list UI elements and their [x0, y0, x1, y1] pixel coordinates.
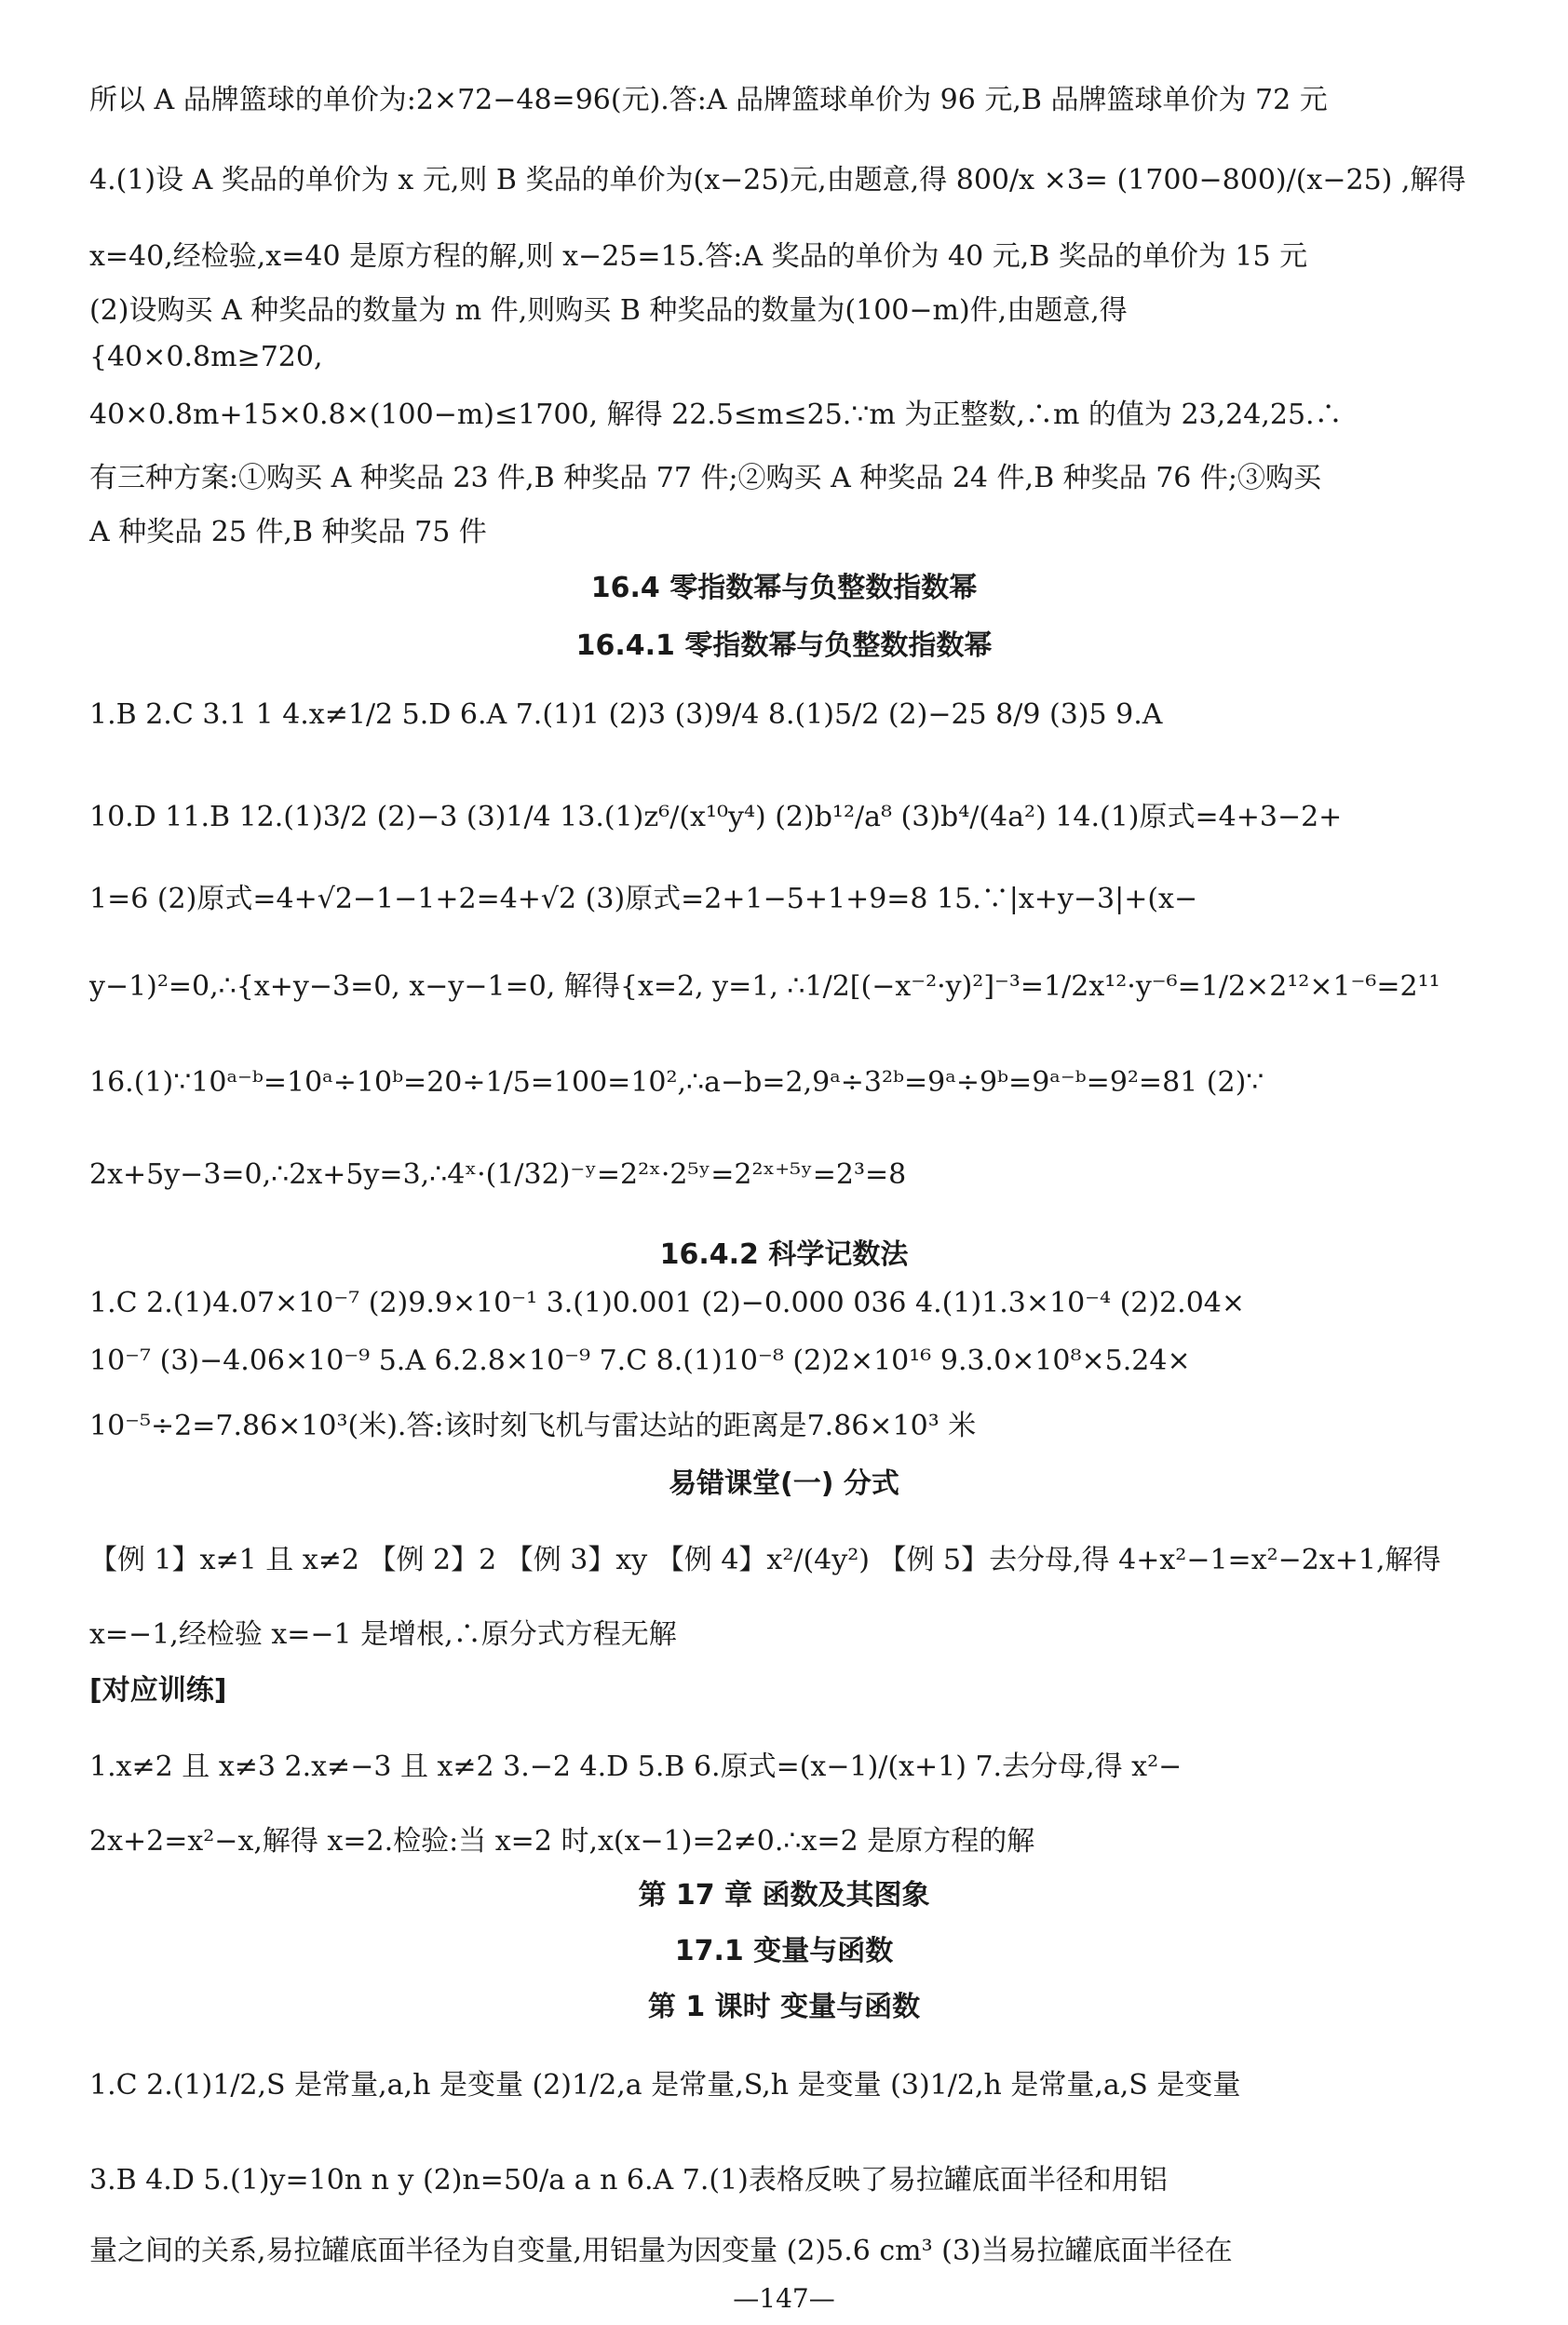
text-line: 有三种方案:①购买 A 种奖品 23 件,B 种奖品 77 件;②购买 A 种奖品 24 件,B 种奖品 76 件;③购买 — [89, 462, 1322, 494]
text-line: 4.(1)设 A 奖品的单价为 x 元,则 B 奖品的单价为(x−25)元,由题意,得 800/x ×3= (1700−800)/(x−25) ,解得 — [89, 164, 1467, 196]
text-line: 2x+2=x²−x,解得 x=2.检验:当 x=2 时,x(x−1)=2≠0.∴x=2 是原方程的解 — [89, 1825, 1035, 1858]
section-heading: 16.4 零指数幂与负整数指数幂 — [590, 572, 978, 604]
text-line: 10⁻⁷ (3)−4.06×10⁻⁹ 5.A 6.2.8×10⁻⁹ 7.C 8.(1)10⁻⁸ (2)2×10¹⁶ 9.3.0×10⁸×5.24× — [89, 1345, 1191, 1377]
text-line: 1=6 (2)原式=4+√2−1−1+2=4+√2 (3)原式=2+1−5+1+9=8 15.∵|x+y−3|+(x− — [89, 883, 1198, 915]
text-line: y−1)²=0,∴{x+y−3=0, x−y−1=0, 解得{x=2, y=1, ∴1/2[(−x⁻²·y)²]⁻³=1/2x¹²·y⁻⁶=1/2×2¹²×1⁻⁶=2¹¹ — [89, 970, 1440, 1003]
text-line: 10⁻⁵÷2=7.86×10³(米).答:该时刻飞机与雷达站的距离是7.86×10³ 米 — [89, 1410, 977, 1442]
section-heading: 17.1 变量与函数 — [674, 1935, 894, 1967]
practice-heading: [对应训练] — [89, 1674, 227, 1707]
page-number: —147— — [733, 2283, 835, 2314]
text-line: 所以 A 品牌篮球的单价为:2×72−48=96(元).答:A 品牌篮球单价为 96 元,B 品牌篮球单价为 72 元 — [89, 84, 1328, 116]
text-line: 【例 1】x≠1 且 x≠2 【例 2】2 【例 3】xy 【例 4】x²/(4y²) 【例 5】去分母,得 4+x²−1=x²−2x+1,解得 — [89, 1544, 1441, 1576]
text-line: 3.B 4.D 5.(1)y=10n n y (2)n=50/a a n 6.A 7.(1)表格反映了易拉罐底面半径和用铝 — [89, 2164, 1168, 2197]
text-line: (2)设购买 A 种奖品的数量为 m 件,则购买 B 种奖品的数量为(100−m)件,由题意,得 — [89, 294, 1128, 327]
subsection-heading: 16.4.2 科学记数法 — [659, 1238, 909, 1271]
text-line: {40×0.8m≥720, — [89, 341, 323, 373]
text-line: x=−1,经检验 x=−1 是增根,∴原分式方程无解 — [89, 1618, 677, 1651]
subsection-heading: 16.4.1 零指数幂与负整数指数幂 — [575, 629, 993, 662]
text-line: 1.C 2.(1)4.07×10⁻⁷ (2)9.9×10⁻¹ 3.(1)0.001 (2)−0.000 036 4.(1)1.3×10⁻⁴ (2)2.04× — [89, 1287, 1246, 1319]
text-line: 40×0.8m+15×0.8×(100−m)≤1700, 解得 22.5≤m≤25.∵m 为正整数,∴m 的值为 23,24,25.∴ — [89, 399, 1343, 431]
text-line: 10.D 11.B 12.(1)3/2 (2)−3 (3)1/4 13.(1)z⁶/(x¹⁰y⁴) (2)b¹²/a⁸ (3)b⁴/(4a²) 14.(1)原式=4+3−2+ — [89, 801, 1343, 833]
text-line: 16.(1)∵10ᵃ⁻ᵇ=10ᵃ÷10ᵇ=20÷1/5=100=10²,∴a−b=2,9ᵃ÷3²ᵇ=9ᵃ÷9ᵇ=9ᵃ⁻ᵇ=9²=81 (2)∵ — [89, 1066, 1264, 1099]
text-line: A 种奖品 25 件,B 种奖品 75 件 — [89, 516, 487, 548]
lesson-heading: 第 1 课时 变量与函数 — [647, 1991, 921, 2023]
text-line: 1.C 2.(1)1/2,S 是常量,a,h 是变量 (2)1/2,a 是常量,S,h 是变量 (3)1/2,h 是常量,a,S 是变量 — [89, 2069, 1241, 2102]
text-line: 量之间的关系,易拉罐底面半径为自变量,用铝量为因变量 (2)5.6 cm³ (3)当易拉罐底面半径在 — [89, 2235, 1233, 2267]
text-line: x=40,经检验,x=40 是原方程的解,则 x−25=15.答:A 奖品的单价为 40 元,B 奖品的单价为 15 元 — [89, 240, 1308, 273]
section-heading: 易错课堂(一) 分式 — [669, 1467, 899, 1500]
text-line: 2x+5y−3=0,∴2x+5y=3,∴4ˣ·(1/32)⁻ʸ=2²ˣ·2⁵ʸ=2²ˣ⁺⁵ʸ=2³=8 — [89, 1158, 907, 1191]
text-line: 1.x≠2 且 x≠3 2.x≠−3 且 x≠2 3.−2 4.D 5.B 6.原式=(x−1)/(x+1) 7.去分母,得 x²− — [89, 1751, 1183, 1783]
text-line: 1.B 2.C 3.1 1 4.x≠1/2 5.D 6.A 7.(1)1 (2)3 (3)9/4 8.(1)5/2 (2)−25 8/9 (3)5 9.A — [89, 698, 1163, 731]
chapter-heading: 第 17 章 函数及其图象 — [638, 1879, 930, 1912]
